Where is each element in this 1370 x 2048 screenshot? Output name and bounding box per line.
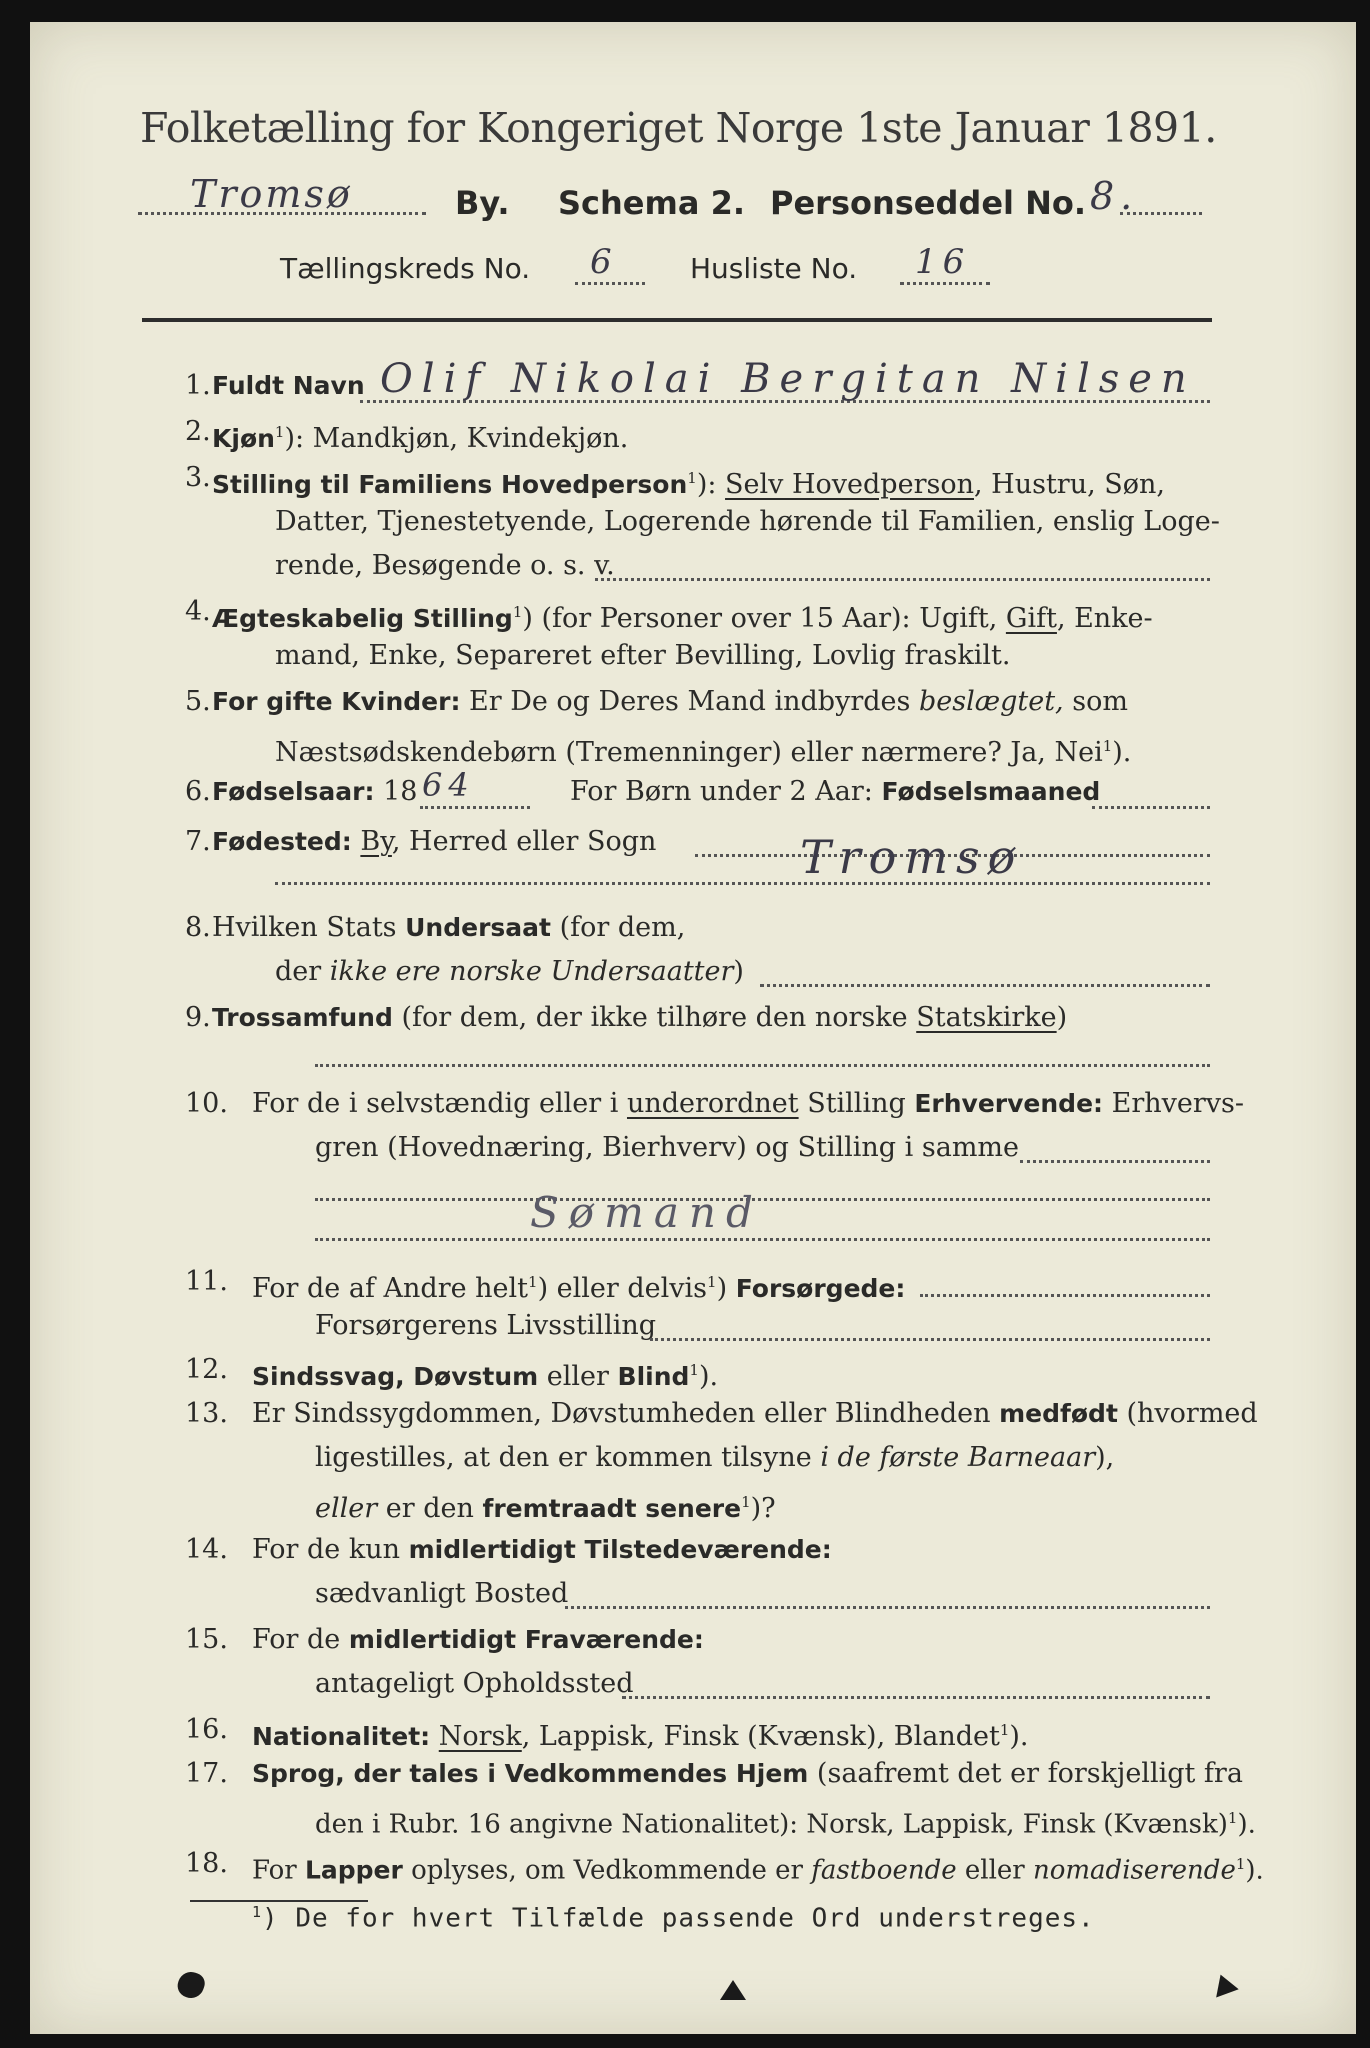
q6-row-b: For Børn under 2 Aar: Fødselsmaaned: [570, 776, 1101, 807]
city-handwritten: Tromsø: [190, 172, 353, 216]
q14-line: [565, 1606, 1210, 1609]
q11-row: For de af Andre helt$^1$) eller delvis$^1$) Forsørgede:: [252, 1273, 906, 1304]
q7-answer: Tromsø: [800, 830, 1024, 884]
q4-number: 4.: [185, 596, 211, 627]
kreds-number: 6: [590, 242, 618, 282]
header-rule: [142, 318, 1212, 322]
q5-row: For gifte Kvinder: Er De og Deres Mand indbyrdes beslægtet, som: [212, 686, 1128, 717]
husliste-number: 16: [915, 242, 971, 282]
q8-row: Hvilken Stats Undersaat (for dem,: [212, 912, 686, 943]
kreds-label: Tællingskreds No.: [280, 252, 531, 285]
q11-number: 11.: [185, 1266, 228, 1297]
q4-line2: mand, Enke, Separeret efter Bevilling, Lovlig fraskilt.: [275, 640, 1011, 671]
q9-row: Trossamfund (for dem, der ikke tilhøre den norske Statskirke): [212, 1002, 1068, 1033]
q10-selected: underordnet: [626, 1088, 799, 1119]
q13-line3: eller er den fremtraadt senere$^1$)?: [315, 1493, 776, 1524]
q6-number: 6.: [185, 776, 211, 807]
q5-line2: Næstsødskendebørn (Tremenninger) eller nærmere? Ja, Nei$^1$).: [275, 737, 1132, 768]
q17-number: 17.: [185, 1758, 228, 1789]
q15-number: 15.: [185, 1624, 228, 1655]
census-form-sheet: [30, 22, 1356, 2034]
q8-line: [760, 984, 1210, 987]
q10-line2: gren (Hovednæring, Bierhverv) og Stilling i samme: [315, 1132, 1020, 1163]
q3-line2: Datter, Tjenestetyende, Logerende hørende til Familien, enslig Loge-: [275, 506, 1220, 537]
q7-number: 7.: [185, 826, 211, 857]
q15-row: For de midlertidigt Fraværende:: [252, 1624, 704, 1655]
q2-number: 2.: [185, 416, 211, 447]
q17-row: Sprog, der tales i Vedkommendes Hjem (saafremt det er forskjelligt fra: [252, 1758, 1243, 1789]
schema-label: Schema 2.: [558, 184, 745, 222]
q6-answer: 64: [422, 766, 475, 804]
q6-year-line: [420, 806, 530, 809]
q7-row: Fødested: By, Herred eller Sogn: [212, 826, 657, 857]
arrow-mark-icon: [720, 1980, 746, 2000]
q14-line2: sædvanligt Bosted: [315, 1578, 569, 1609]
q10-answer: Sømand: [530, 1188, 763, 1237]
q12-number: 12.: [185, 1354, 228, 1385]
husliste-label: Husliste No.: [690, 252, 858, 285]
q8-line2: der ikke ere norske Undersaatter): [275, 956, 744, 987]
q3-number: 3.: [185, 462, 211, 493]
q8-number: 8.: [185, 912, 211, 943]
q10-row: For de i selvstændig eller i underordnet Stilling Erhvervende: Erhvervs-: [252, 1088, 1244, 1119]
q14-number: 14.: [185, 1534, 228, 1565]
q7-selected: By: [360, 826, 392, 857]
q9-selected: Statskirke: [916, 1002, 1057, 1033]
q4-row: Ægteskabelig Stilling$^1$) (for Personer over 15 Aar): Ugift, Gift, Enke-: [212, 603, 1153, 634]
q16-row: Nationalitet: Norsk, Lappisk, Finsk (Kvænsk), Blandet$^1$).: [252, 1721, 1029, 1752]
q10-number: 10.: [185, 1088, 228, 1119]
q11-line2: Forsørgerens Livsstilling: [315, 1310, 657, 1341]
husliste-line: [900, 282, 990, 285]
q13-line2: ligestilles, at den er kommen tilsyne i de første Barneaar),: [315, 1442, 1115, 1473]
kreds-line: [575, 282, 645, 285]
q3-selected: Selv Hovedperson: [725, 469, 974, 500]
q14-row: For de kun midlertidigt Tilstedeværende:: [252, 1534, 832, 1565]
footnote: $^1$) De for hvert Tilfælde passende Ord understreges.: [252, 1903, 1095, 1934]
q13-row: Er Sindssygdommen, Døvstumheden eller Blindheden medfødt (hvormed: [252, 1398, 1258, 1429]
q3-row: Stilling til Familiens Hovedperson$^1$): Selv Hovedperson, Hustru, Søn,: [212, 469, 1165, 500]
q1-label: Fuldt Navn: [212, 371, 365, 400]
q16-selected: Norsk: [438, 1721, 522, 1752]
q3-line: [595, 578, 1210, 581]
personseddel-line: [1120, 212, 1202, 215]
q15-line: [622, 1696, 1210, 1699]
personseddel-number: 8.: [1090, 174, 1139, 218]
q9-number: 9.: [185, 1002, 211, 1033]
personseddel-label: Personseddel No.: [770, 184, 1087, 222]
q18-number: 18.: [185, 1848, 228, 1879]
q1-number: 1.: [185, 370, 211, 401]
q11-line2-dots: [650, 1338, 1210, 1341]
q3-line3: rende, Besøgende o. s. v.: [275, 550, 615, 581]
q10-line3-dots: [315, 1238, 1210, 1241]
q11-line1: [920, 1294, 1210, 1297]
by-label: By.: [455, 184, 510, 222]
q16-number: 16.: [185, 1714, 228, 1745]
q10-line1: [1020, 1160, 1210, 1163]
q1-answer: Olif Nikolai Bergitan Nilsen: [380, 356, 1196, 402]
q17-line2: den i Rubr. 16 angivne Nationalitet): Norsk, Lappisk, Finsk (Kvænsk)$^1$).: [315, 1809, 1256, 1840]
q13-number: 13.: [185, 1398, 228, 1429]
q7-line2: [275, 882, 1210, 885]
form-title: Folketælling for Kongeriget Norge 1ste Januar 1891.: [140, 104, 1217, 152]
q12-row: Sindssvag, Døvstum eller Blind$^1$).: [252, 1361, 719, 1392]
arrow-mark-icon: [1209, 1970, 1238, 1997]
q15-line2: antageligt Opholdssted: [315, 1668, 634, 1699]
q6-month-line: [1092, 806, 1210, 809]
q9-line: [315, 1064, 1210, 1067]
ink-blot-mark: [174, 1968, 207, 2001]
q2-row: Kjøn$^1$): Mandkjøn, Kvindekjøn.: [212, 423, 629, 454]
q18-row: For Lapper oplyses, om Vedkommende er fastboende eller nomadiserende$^1$).: [252, 1855, 1264, 1886]
q4-selected: Gift: [1005, 603, 1057, 634]
q6-row: Fødselsaar: 18: [212, 776, 418, 807]
q5-number: 5.: [185, 686, 211, 717]
